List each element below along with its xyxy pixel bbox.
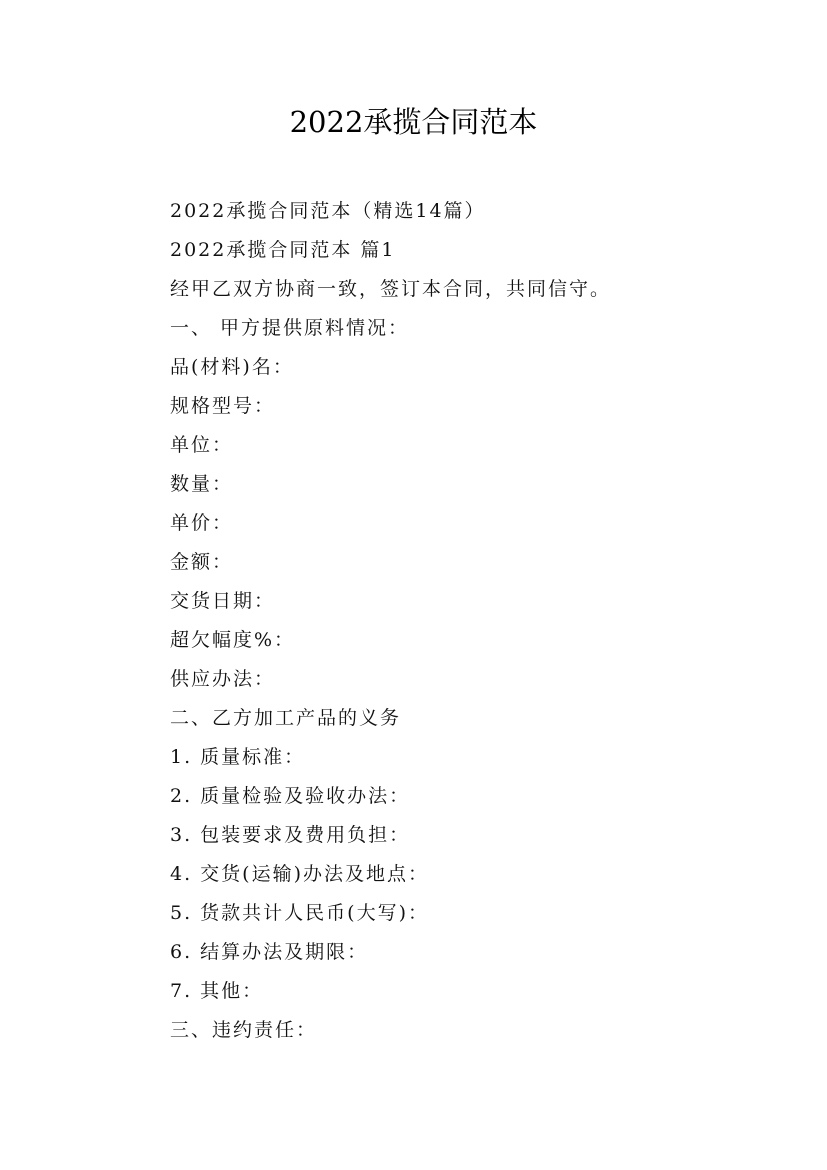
numbered-item: 1. 质量标准： xyxy=(170,746,306,768)
paragraph: 经甲乙双方协商一致，签订本合同，共同信守。 xyxy=(170,278,612,300)
form-field-label: 供应办法： xyxy=(170,668,276,690)
form-field-label: 交货日期： xyxy=(170,590,276,612)
clause-heading: 一、 甲方提供原料情况： xyxy=(170,317,410,339)
section-heading: 2022承揽合同范本 篇1 xyxy=(170,239,396,261)
form-field-label: 单价： xyxy=(170,512,234,534)
clause-heading: 二、乙方加工产品的义务 xyxy=(170,707,402,729)
numbered-item: 7. 其他： xyxy=(170,980,264,1002)
clause-heading: 三、违约责任： xyxy=(170,1019,318,1041)
numbered-item: 4. 交货(运输)办法及地点： xyxy=(170,863,429,885)
numbered-item: 3. 包装要求及费用负担： xyxy=(170,824,411,846)
form-field-label: 超欠幅度%： xyxy=(170,629,296,651)
numbered-item: 2. 质量检验及验收办法： xyxy=(170,785,411,807)
numbered-item: 5. 货款共计人民币(大写)： xyxy=(170,902,429,924)
form-field-label: 规格型号： xyxy=(170,395,276,417)
document-title: 2022承揽合同范本 xyxy=(289,105,538,139)
form-field-label: 品(材料)名： xyxy=(170,356,294,378)
form-field-label: 数量： xyxy=(170,473,234,495)
intro-heading: 2022承揽合同范本（精选14篇） xyxy=(170,200,486,222)
form-field-label: 单位： xyxy=(170,434,234,456)
numbered-item: 6. 结算办法及期限： xyxy=(170,941,369,963)
document-body xyxy=(170,192,770,1050)
form-field-label: 金额： xyxy=(170,551,234,573)
